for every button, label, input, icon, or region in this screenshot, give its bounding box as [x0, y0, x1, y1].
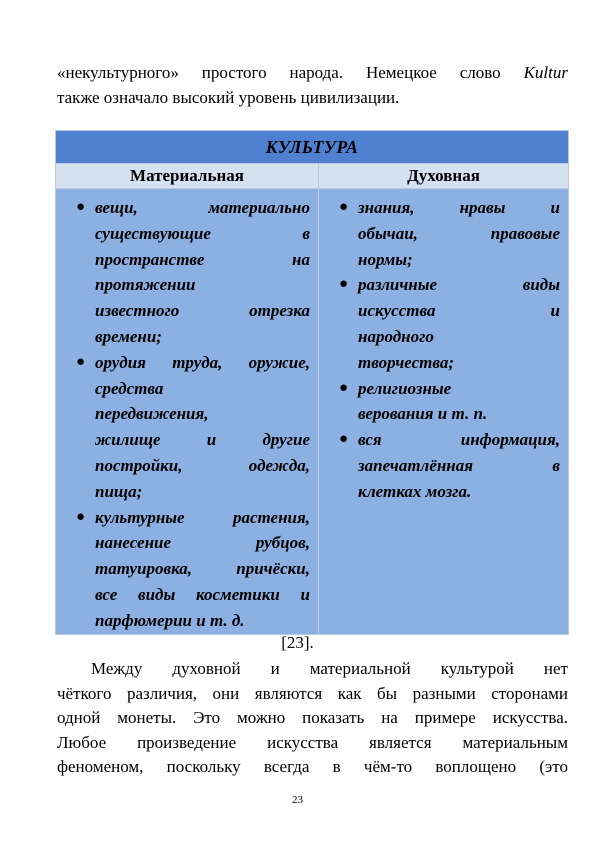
bottom-paragraph-line: одной монеты. Это можно показать на примере искусства.	[57, 708, 568, 727]
list-item-line: парфюмерии и т. д.	[95, 610, 245, 630]
list-item	[327, 272, 560, 375]
list-item-line: орудия труда, оружие,	[95, 352, 310, 372]
list-item-line: протяжении	[95, 275, 196, 295]
list-item-line: вещи, материально	[95, 198, 310, 217]
list-item	[64, 350, 310, 505]
bullet-icon: ●	[339, 199, 349, 215]
list-item-line: передвижения,	[95, 404, 209, 424]
list-item-line: все виды косметики и	[95, 584, 310, 604]
list-item-line: существующие в	[95, 223, 310, 243]
page-number: 23	[292, 794, 303, 806]
bottom-paragraph-line: феноменом, поскольку всегда в чём-то воплощено (это	[57, 757, 568, 776]
list-item	[327, 376, 560, 428]
list-item-line: различные виды	[358, 275, 561, 295]
list-item-line: времени;	[95, 326, 162, 346]
list-item-line: клетках мозга.	[358, 481, 472, 501]
spiritual-cell	[319, 189, 569, 635]
list-item-line: искусства и	[358, 301, 561, 321]
kultur-word: Kultur	[523, 63, 568, 82]
column-header-spiritual: Духовная	[319, 164, 569, 189]
list-item	[327, 427, 560, 504]
bullet-icon: ●	[339, 431, 349, 448]
bottom-paragraph-line: Между духовной и материальной культурой нет	[91, 659, 568, 678]
bullet-icon: ●	[339, 276, 349, 293]
list-item-line: известного отрезка	[95, 301, 310, 321]
citation: [23].	[281, 633, 314, 652]
bullet-icon: ●	[76, 508, 86, 525]
spiritual-list	[319, 189, 568, 505]
material-cell	[56, 189, 319, 635]
bullet-icon: ●	[76, 353, 86, 370]
material-list	[56, 189, 318, 634]
list-item-line: жилище и другие	[95, 430, 310, 450]
list-item-line: нормы;	[358, 249, 413, 269]
list-item-line: культурные растения,	[95, 507, 310, 527]
top-paragraph-line-1	[57, 61, 568, 86]
list-item-line: постройки, одежда,	[95, 455, 310, 475]
culture-table	[55, 130, 569, 635]
bottom-paragraph	[57, 657, 568, 780]
list-item	[64, 195, 310, 350]
table-title: КУЛЬТУРА	[56, 131, 569, 164]
list-item-line: религиозные	[358, 378, 452, 398]
list-item-line: народного	[358, 326, 434, 346]
column-header-material: Материальная	[56, 164, 319, 189]
list-item-line: нанесение рубцов,	[95, 533, 310, 553]
list-item-line: вся информация,	[358, 430, 561, 450]
list-item-line: верования и т. п.	[358, 404, 488, 424]
list-item-line: творчества;	[358, 352, 455, 372]
list-item-line: обычаи, правовые	[358, 223, 561, 243]
list-item-line: пища;	[95, 481, 143, 501]
bullet-icon: ●	[76, 199, 86, 215]
list-item-line: татуировка, причёски,	[95, 559, 310, 579]
list-item	[327, 195, 560, 272]
top-paragraph	[57, 61, 568, 110]
top-paragraph-text: «некультурного» простого народа. Немецкое слово	[57, 63, 501, 82]
bottom-paragraph-line: чёткого различия, они являются как бы разными сторонами	[57, 683, 568, 703]
bullet-icon: ●	[339, 379, 349, 396]
list-item-line: запечатлённая в	[358, 455, 561, 475]
list-item	[64, 505, 310, 634]
list-item-line: знания, нравы и	[358, 198, 561, 217]
top-paragraph-line-2: также означало высокий уровень цивилизации.	[57, 87, 400, 107]
list-item-line: пространстве на	[95, 249, 310, 269]
bottom-paragraph-line: Любое произведение искусства является материальным	[57, 732, 568, 752]
list-item-line: средства	[95, 378, 164, 398]
